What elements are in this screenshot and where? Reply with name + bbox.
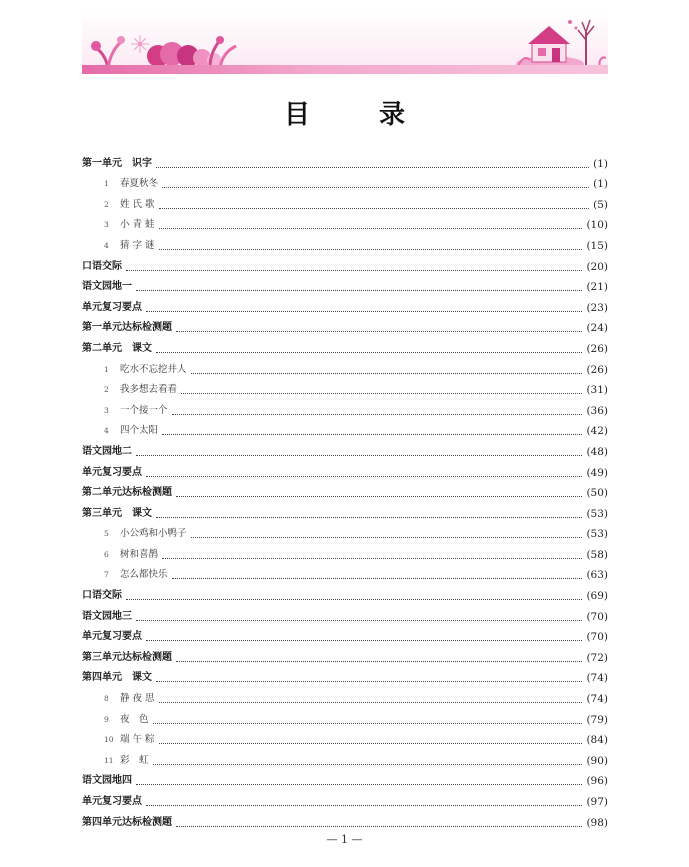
toc-item-label: 小 青 蛙 [120,219,155,231]
toc-section-row [82,768,608,789]
dot-leader [146,804,582,806]
toc-page-number: (98) [586,816,608,829]
toc-page-number: (48) [586,445,608,458]
toc-item-label: 第四单元达标检测题 [82,816,172,828]
toc-item-label: 单元复习要点 [82,796,142,807]
toc-item-label: 我多想去看看 [120,384,178,396]
dot-leader [126,269,582,271]
toc-item-number: 10 [104,735,114,745]
banner-strip [82,65,608,74]
toc-item-label: 单元复习要点 [82,301,142,313]
toc-page-number: (42) [586,425,608,438]
dot-leader [156,680,582,682]
toc-section-row [82,459,608,480]
toc-section-row [82,582,608,603]
toc-lesson-row [82,562,608,583]
dot-leader [153,722,583,724]
table-of-contents [82,150,608,830]
toc-item-label: 四个太阳 [120,425,159,437]
toc-item-label: 树和喜鹊 [120,548,159,560]
toc-item-number: 9 [104,714,109,724]
toc-page-number: (36) [586,404,608,417]
toc-lesson-row [82,171,608,192]
dot-leader [159,227,583,229]
toc-lesson-row [82,191,608,212]
toc-item-label: 彩 虹 [120,754,149,766]
toc-page-number: (15) [586,239,608,252]
flower-sprout-icon [88,30,128,70]
toc-page-number: (53) [586,528,608,541]
dot-leader [156,166,589,168]
toc-page-number: (50) [586,487,608,500]
toc-lesson-row [82,232,608,253]
dot-leader [136,454,582,456]
toc-item-label: 第一单元 识字 [82,157,152,169]
toc-page-number: (23) [586,301,608,314]
toc-section-row [82,315,608,336]
toc-item-label: 语文园地四 [82,775,132,787]
toc-item-number: 8 [104,694,109,704]
dot-leader [172,577,583,579]
dot-leader [176,660,582,662]
toc-item-label: 第二单元达标检测题 [82,487,172,499]
dot-leader [146,639,582,641]
dot-leader [172,413,583,415]
toc-item-number: 2 [104,385,109,395]
toc-page-number: (10) [586,219,608,232]
dot-leader [136,619,582,621]
toc-page-number: (49) [586,466,608,479]
toc-lesson-row [82,356,608,377]
toc-page-number: (69) [586,590,608,603]
toc-page-number: (70) [586,631,608,644]
dot-leader [162,557,582,559]
toc-page-number: (74) [586,672,608,685]
dot-leader [162,186,589,188]
toc-lesson-row [82,747,608,768]
toc-section-row [82,624,608,645]
dot-leader [156,516,582,518]
toc-section-row [82,335,608,356]
toc-item-label: 姓 氏 歌 [120,198,155,210]
toc-section-row [82,438,608,459]
toc-item-label: 端 午 粽 [120,734,155,746]
toc-item-number: 5 [104,529,109,539]
dot-leader [126,598,582,600]
toc-page-number: (53) [586,507,608,520]
grass-tuft-icon [204,34,240,68]
toc-item-number: 4 [104,426,109,436]
toc-item-label: 第三单元达标检测题 [82,651,172,663]
toc-item-number: 1 [104,364,109,374]
toc-item-number: 7 [104,570,109,580]
toc-item-number: 3 [104,220,109,230]
dot-leader [159,701,583,703]
dot-leader [159,248,583,250]
toc-item-number: 6 [104,549,109,559]
toc-lesson-row [82,212,608,233]
toc-page-number: (97) [586,796,608,808]
toc-item-number: 11 [104,755,114,765]
toc-section-row [82,665,608,686]
toc-item-label: 猜 字 谜 [120,239,155,251]
dot-leader [136,783,582,785]
toc-lesson-row [82,685,608,706]
toc-item-number: 2 [104,199,109,209]
page-number: — 1 — [326,833,363,846]
toc-item-label: 春夏秋冬 [120,178,159,190]
toc-lesson-row [82,706,608,727]
toc-section-row [82,294,608,315]
toc-section-row [82,500,608,521]
toc-item-label: 单元复习要点 [82,631,142,643]
toc-lesson-row [82,397,608,418]
toc-item-number: 3 [104,405,109,415]
toc-page-number: (20) [586,260,608,273]
dot-leader [153,763,583,765]
toc-lesson-row [82,418,608,439]
dot-leader [156,351,582,353]
toc-item-number: 4 [104,240,109,250]
toc-lesson-row [82,377,608,398]
toc-page-number: (1) [593,157,608,170]
toc-page-number: (58) [586,548,608,561]
toc-page-number: (96) [586,775,608,788]
toc-item-label: 静 夜 思 [120,693,155,705]
toc-section-row [82,809,608,830]
toc-page-number: (84) [586,734,608,747]
toc-item-label: 夜 色 [120,713,149,725]
page-title: 目 录 [283,100,436,130]
toc-item-label: 单元复习要点 [82,466,142,478]
toc-section-row [82,150,608,171]
toc-item-label: 一个接一个 [120,404,168,416]
toc-page-number: (26) [586,363,608,376]
toc-page-number: (63) [586,569,608,582]
toc-section-row [82,603,608,624]
dot-leader [136,289,582,291]
toc-item-label: 第三单元 课文 [82,507,152,519]
toc-item-label: 口语交际 [82,260,122,272]
toc-page-number: (74) [586,693,608,706]
toc-item-label: 第四单元 课文 [82,672,152,684]
toc-item-label: 语文园地三 [82,610,132,622]
toc-page-number: (26) [586,342,608,355]
toc-item-label: 怎么都快乐 [120,569,168,581]
toc-page-number: (24) [586,322,608,335]
dot-leader [176,825,582,827]
dot-leader [162,433,582,435]
toc-page-number: (90) [586,754,608,767]
toc-page-number: (21) [586,281,608,294]
toc-page-number: (72) [586,651,608,664]
dot-leader [146,310,582,312]
toc-section-row [82,788,608,809]
toc-item-label: 第一单元达标检测题 [82,322,172,334]
toc-section-row [82,253,608,274]
toc-lesson-row [82,727,608,748]
toc-page-number: (5) [593,198,608,211]
toc-page-number: (31) [586,384,608,397]
dot-leader [146,475,582,477]
dot-leader [176,330,582,332]
toc-item-label: 小公鸡和小鸭子 [120,528,187,540]
toc-page-number: (79) [586,713,608,726]
dot-leader [181,392,582,394]
toc-lesson-row [82,541,608,562]
toc-item-label: 第二单元 课文 [82,342,152,354]
dot-leader [191,372,583,374]
toc-page-number: (70) [586,610,608,623]
toc-section-row [82,644,608,665]
toc-item-number: 1 [104,179,109,189]
header-banner [82,8,608,74]
toc-item-label: 语文园地二 [82,445,132,457]
dot-leader [159,742,583,744]
house-scene-icon [512,14,608,70]
dot-leader [176,495,582,497]
toc-section-row [82,274,608,295]
toc-item-label: 吃水不忘挖井人 [120,363,187,375]
toc-item-label: 语文园地一 [82,281,132,293]
toc-item-label: 口语交际 [82,590,122,602]
toc-lesson-row [82,521,608,542]
dot-leader [191,536,583,538]
toc-section-row [82,480,608,501]
dot-leader [159,207,590,209]
toc-page-number: (1) [593,178,608,191]
